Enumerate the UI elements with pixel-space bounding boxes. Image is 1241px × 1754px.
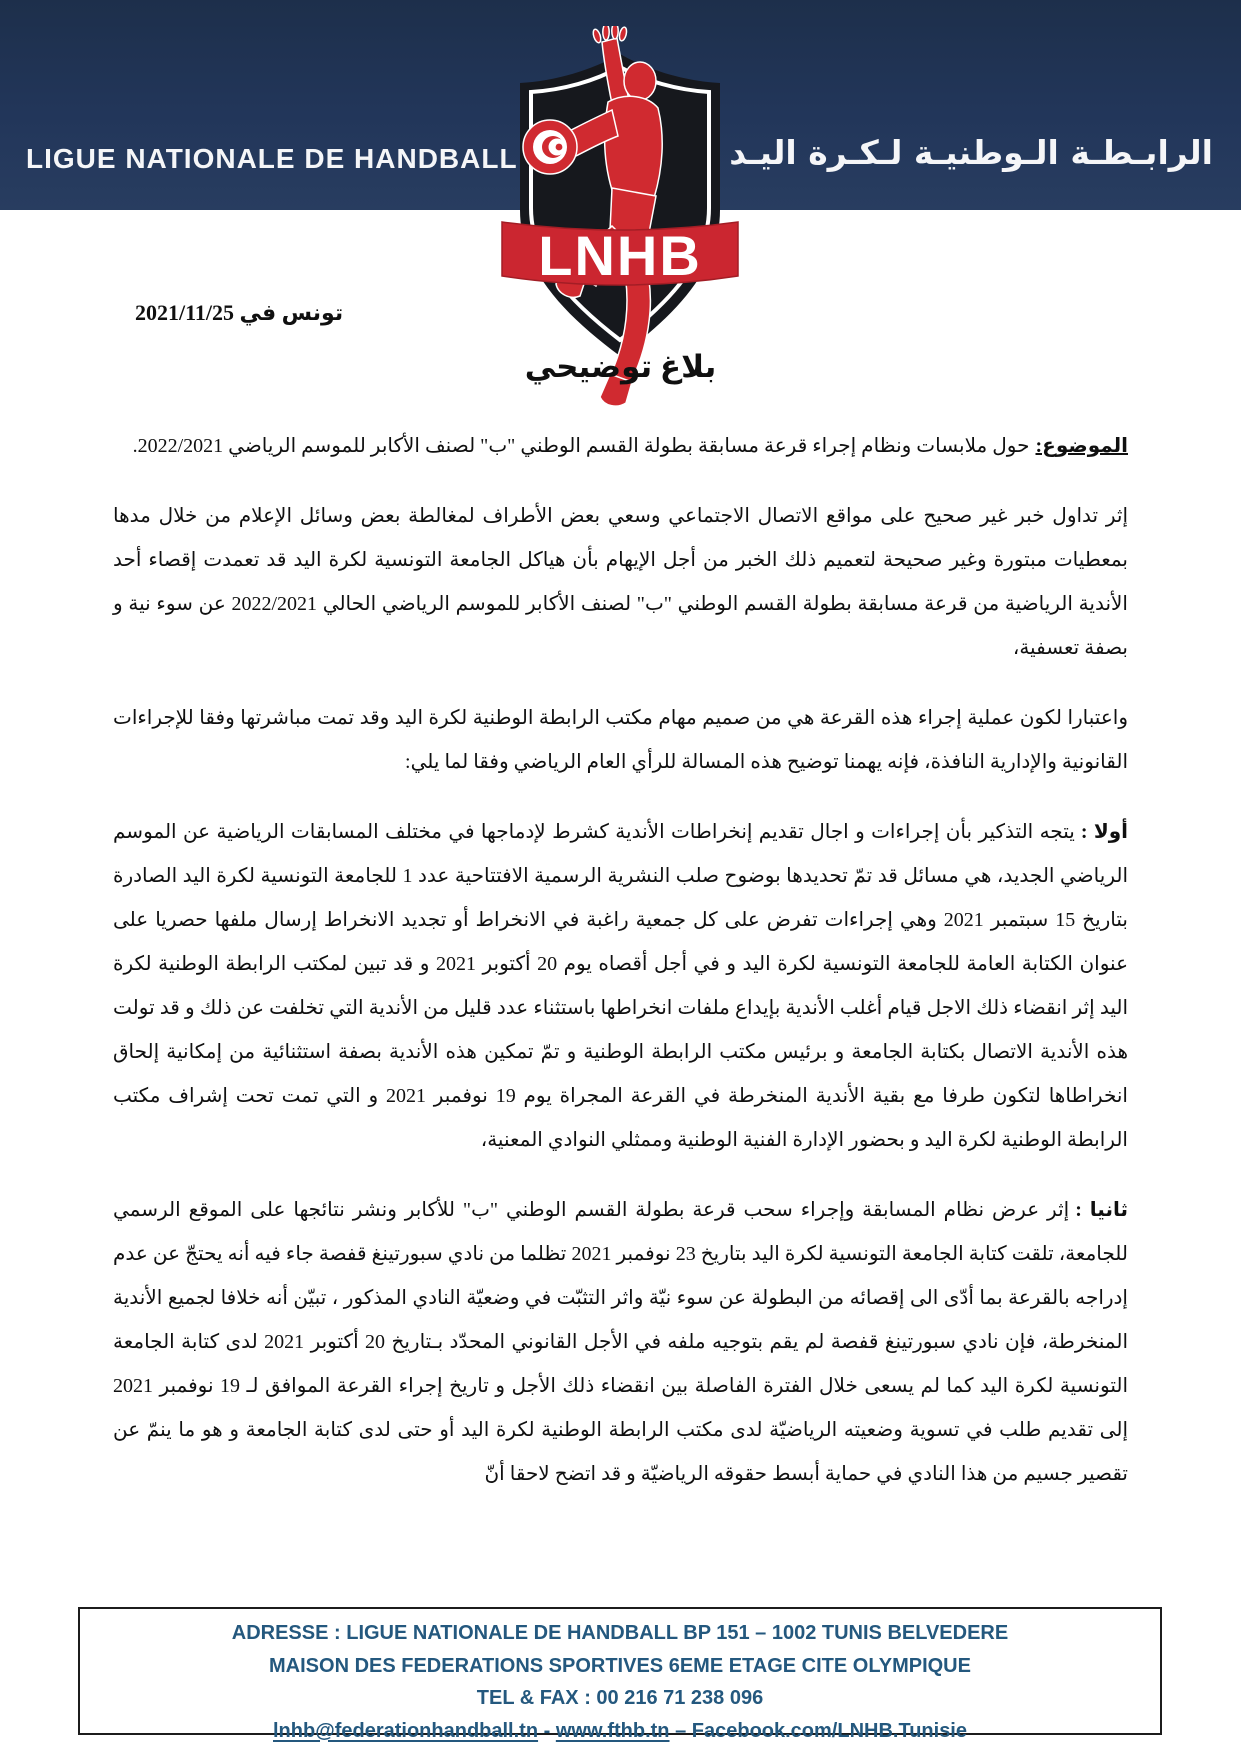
footer-box [78,1607,1162,1742]
paragraph-consideration [113,696,1128,784]
lnhb-banner [502,222,738,287]
paragraph-first-point [113,810,1128,1162]
footer-separator: – [669,1719,692,1742]
paragraph-text: واعتبارا لكون عملية إجراء هذه القرعة هي من صميم مهام مكتب الرابطة الوطنية لكرة اليد وقد تمت مباشرتها وفقا للإجراءات القانونية والإدارية النافذة، فإنه يهمنا توضيح هذه المسالة للرأي العام الرياضي وفقا لما يلي: [113,707,1128,773]
document-body [113,424,1128,1522]
subject-paragraph [113,424,1128,468]
subject-text: حول ملابسات ونظام إجراء قرعة مسابقة بطولة القسم الوطني "ب" لصنف الأكابر للموسم الرياضي 2022/2021. [132,435,1030,457]
subject-label: الموضوع: [1035,435,1128,457]
paragraph-intro [113,494,1128,670]
footer-address-line: ADRESSE : LIGUE NATIONALE DE HANDBALL BP 151 – 1002 TUNIS BELVEDERE [231,1622,1009,1644]
paragraph-text: إثر عرض نظام المسابقة وإجراء سحب قرعة بطولة القسم الوطني "ب" للأكابر ونشر نتائجها على الموقع الرسمي للجامعة، تلقت كتابة الجامعة التونسية لكرة اليد بتاريخ 23 نوفمبر 2021 تظلما من نادي سبورتينغ قفصة جاء فيه أنه يحتجّ عن عدم إدراجه بالقرعة بما أدّى الى إقصائه من البطولة عن سوء نيّة واثر التثبّت في وضعيّة النادي المذكور ، تبيّن أنه خلافا لجميع الأندية المنخرطة، فإن نادي سبورتينغ قفصة لم يقم بتوجيه ملفه في الأجل القانوني المحدّد بـتاريخ 20 أكتوبر 2021 لدى كتابة الجامعة التونسية لكرة اليد كما لم يسعى خلال الفترة الفاصلة بين انقضاء ذلك الأجل و تاريخ إجراء القرعة الموافق لـ 19 نوفمبر 2021 إلى تقديم طلب في تسوية وضعيته الرياضيّة لدى مكتب الرابطة الوطنية لكرة اليد أو حتى لدى كتابة الجامعة و هو ما ينمّ عن تقصير جسيم من هذا النادي في حماية أبسط حقوقه الرياضيّة و قد اتضح لاحقا أنّ [113,1199,1129,1485]
paragraph-lead: أولا : [1080,821,1129,843]
org-name-arabic: الرابـطـة الـوطنيـة لـكـرة اليـد [729,133,1213,172]
facebook-text: Facebook.com/LNHB.Tunisie [691,1719,967,1742]
footer-links-line [80,1715,1160,1748]
paragraph-lead: ثانيا : [1075,1199,1128,1221]
website-link[interactable]: www.fthb.tn [555,1719,670,1742]
paragraph-second-point [113,1188,1128,1496]
paragraph-text: إثر تداول خبر غير صحيح على مواقع الاتصال الاجتماعي وسعي بعض الأطراف لمغالطة بعض وسائل الإعلام من خلال مدها بمعطيات مبتورة وغير صحيحة لتعميم ذلك الخبر من أجل الإيهام بأن هياكل الجامعة التونسية لكرة اليد قد تعمدت إقصاء أحد الأندية الرياضية من قرعة مسابقة بطولة القسم الوطني "ب" لصنف الأكابر للموسم الرياضي الحالي 2022/2021 عن سوء نية و بصفة تعسفية، [113,505,1128,659]
footer-building-line: MAISON DES FEDERATIONS SPORTIVES 6EME ETAGE CITE OLYMPIQUE [269,1654,971,1677]
footer-separator: - [538,1719,556,1742]
paragraph-text: يتجه التذكير بأن إجراءات و اجال تقديم إنخراطات الأندية كشرط لإدماجها في مختلف المسابقات الرياضية عن الموسم الرياضي الجديد، هي مسائل قد تمّ تحديدها بوضوح صلب النشرية الرسمية الافتتاحية عدد 1 للجامعة التونسية لكرة اليد الصادرة بتاريخ 15 سبتمبر 2021 وهي إجراءات تفرض على كل جمعية راغبة في الانخراط أو تجديد الانخراط إرسال ملفها حصريا على عنوان الكتابة العامة للجامعة التونسية لكرة اليد و في أجل أقصاه يوم 20 أكتوبر 2021 و قد تبين لمكتب الرابطة الوطنية لكرة اليد إثر انقضاء ذلك الاجل قيام أغلب الأندية بإيداع ملفات انخراطها باستثناء عدد قليل من الأندية التي تخلفت عن ذلك و قد تولت هذه الأندية الاتصال بكتابة الجامعة و برئيس مكتب الرابطة الوطنية و تمّ تمكين هذه الأندية بصفة استثنائية من إمكانية إلحاق انخراطاها لتكون طرفا مع بقية الأندية المنخرطة في القرعة المجراة يوم 19 نوفمبر 2021 و التي تمت تحت إشراف مكتب الرابطة الوطنية لكرة اليد و بحضور الإدارة الفنية الوطنية وممثلي النوادي المعنية، [113,821,1128,1151]
footer-telephone-line: TEL & FAX : 00 216 71 238 096 [476,1687,764,1709]
page-title: بلاغ توضيحي [524,349,717,384]
org-name-french: LIGUE NATIONALE DE HANDBALL [26,143,518,174]
date-line: تونس في 2021/11/25 [135,300,344,325]
lnhb-acronym-text: LNHB [538,224,702,287]
email-link[interactable]: lnhb@federationhandball.tn [273,1719,539,1742]
